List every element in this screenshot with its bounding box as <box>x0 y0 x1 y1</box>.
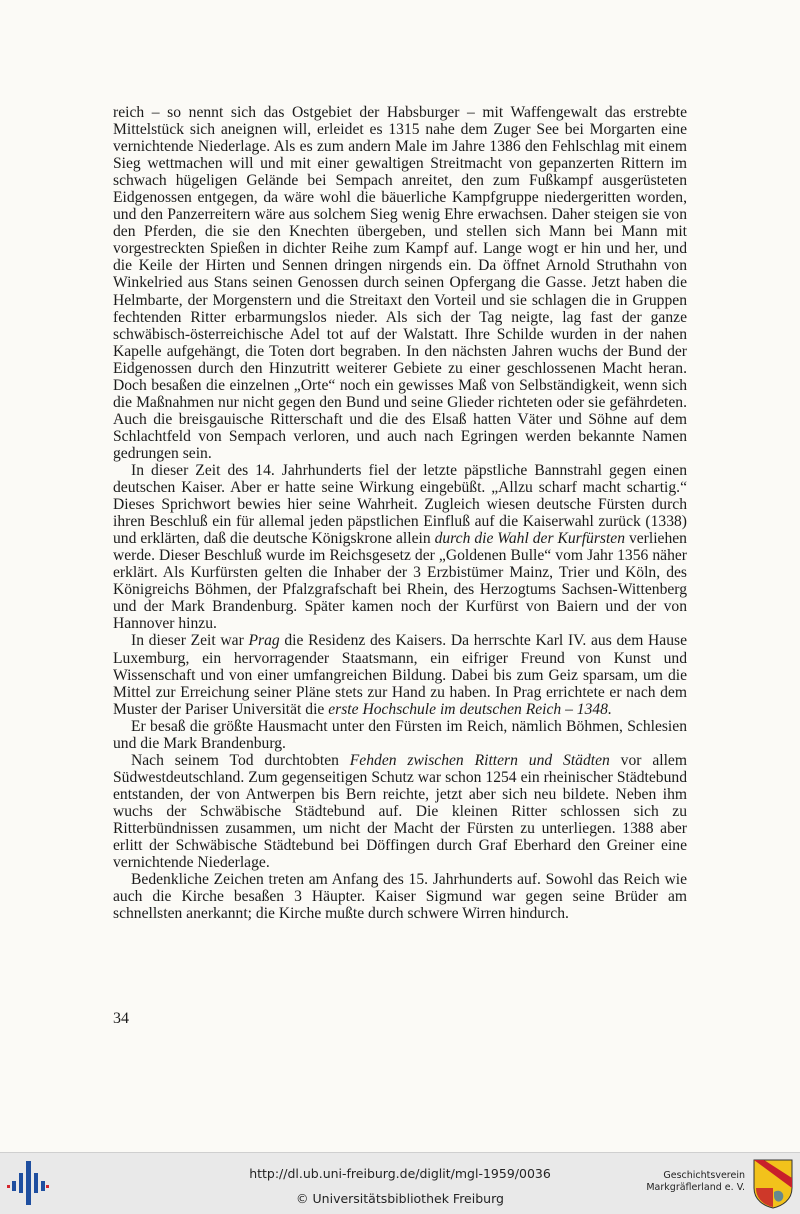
page-number: 34 <box>113 1010 129 1027</box>
society-line-2: Markgräflerland e. V. <box>646 1182 745 1193</box>
document-url-link[interactable]: http://dl.ub.uni-freiburg.de/diglit/mgl-1959/0036 <box>249 1166 551 1181</box>
paragraph-5: Nach seinem Tod durchtobten Fehden zwischen Rittern und Städten vor allem Südwestdeutschland. Zum gegenseitigen Schutz war schon 1254 ein rheinischer Städtebund entstanden, der von Antwerpen bis Bern reichte, jetzt aber sich neu bildete. Neben ihm wuchs der Schwäbische Städtebund auf. Die kleinen Ritter schlossen sich zu Ritterbündnissen zusammen, um nicht der Macht der Fürsten zu unterliegen. 1388 aber erlitt der Schwäbische Städtebund bei Döffingen durch Graf Eberhard den Greiner eine vernichtende Niederlage. <box>113 751 687 872</box>
italic-phrase: Prag <box>248 632 280 650</box>
copyright-notice: © Universitätsbibliothek Freiburg <box>296 1191 504 1206</box>
paragraph-3: In dieser Zeit war Prag die Residenz des Kaisers. Da herrschte Karl IV. aus dem Hause Luxemburg, ein hervorragender Staatsmann, ein eifriger Freund von Kunst und Wissenschaft und von einer umfangreichen Bildung. Dabei bis zum Geiz sparsam, um die Mittel zur Erreichung seiner Pläne stets zur Hand zu haben. In Prag errichtete er nach dem Muster der Pariser Universität die erste Hochschule im deutschen Reich – 1348. <box>113 632 687 718</box>
paragraph-2: In dieser Zeit des 14. Jahrhunderts fiel der letzte päpstliche Bannstrahl gegen einen deutschen Kaiser. Aber er hatte seine Wirkung eingebüßt. „Allzu scharf macht schartig.“ Dieses Sprichwort bewies hier seine Wahrheit. Zugleich wiesen deutsche Fürsten durch ihren Beschluß ein für allemal jeden päpstlichen Einfluß auf die Kaiserwahl zurück (1338) und erklärten, daß die deutsche Königskrone allein durch die Wahl der Kurfürsten verliehen werde. Dieser Beschluß wurde im Reichsgesetz der „Goldenen Bulle“ vom Jahr 1356 näher erklärt. Als Kurfürsten gelten die Inhaber der 3 Erzbistümer Mainz, Trier und Köln, des Königreichs Böhmen, der Pfalzgrafschaft bei Rhein, des Herzogtums Sachsen-Wittenberg und der Mark Brandenburg. Später kamen noch der Kurfürst von Baiern und der von Hannover hinzu. <box>113 461 687 633</box>
society-name <box>646 1170 745 1194</box>
italic-phrase: durch die Wahl der Kurfürsten <box>434 530 626 548</box>
paragraph-4: Er besaß die größte Hausmacht unter den Fürsten im Reich, nämlich Böhmen, Schlesien und die Mark Brandenburg. <box>113 717 687 752</box>
viewer-footer <box>0 1152 800 1214</box>
society-line-1: Geschichtsverein <box>663 1170 745 1181</box>
italic-phrase: Fehden zwischen Rittern und Städten <box>349 751 610 769</box>
body-text <box>113 104 687 922</box>
italic-phrase: erste Hochschule im deutschen Reich – 1348. <box>328 700 612 718</box>
paragraph-1: reich – so nennt sich das Ostgebiet der Habsburger – mit Waffengewalt das erstrebte Mittelstück sich aneignen will, erleidet es 1315 nahe dem Zuger See bei Morgarten eine vernichtende Niederlage. Als es zum andern Male im Jahre 1386 den Fehlschlag mit einem Sieg wettmachen will und mit einer gewaltigen Streitmacht von gepanzerten Rittern im schwach hügeligen Gelände bei Sempach anreitet, den zum Fußkampf ausgerüsteten Eidgenossen entgegen, da wäre wohl die bäuerliche Kampfgruppe niedergeritten worden, und den Panzerreitern wäre aus solchem Sieg wenig Ehre erwachsen. Daher steigen sie von den Pferden, die sie den Knechten übergeben, und stellen sich Mann bei Mann mit vorgestreckten Spießen in dichter Reihe zum Kampf auf. Lange wogt er hin und her, und die Keile der Hirten und Sennen dringen nirgends ein. Da öffnet Arnold Struthahn von Winkelried aus Stans seinen Genossen durch seinen Opfergang die Gasse. Jetzt haben die Helmbarte, der Morgenstern und die Streitaxt den Vorteil und sie schlagen die in Gruppen fechtenden Ritter erbarmungslos nieder. Als sich der Tag neigte, lag fast der ganze schwäbisch-österreichische Adel tot auf der Walstatt. Ihre Schilde wurden in der nahen Kapelle aufgehängt, die Toten dort begraben. In den nächsten Jahren wuchs der Bund der Eidgenossen durch den Hinzutritt weiterer Gebiete zu einer geschlossenen Macht heran. Doch besaßen die einzelnen „Orte“ noch ein gewisses Maß von Selbständigkeit, wenn sich die Maßnahmen nur nicht gegen den Bund und seine Glieder richteten oder sie gefährdeten. Auch die breisgauische Ritterschaft und die des Elsaß hatten Väter und Söhne auf dem Schlachtfeld von Sempach verloren, und auch nach Egringen werden bekannte Namen gedrungen sein. <box>113 104 687 462</box>
paragraph-6: Bedenkliche Zeichen treten am Anfang des 15. Jahrhunderts auf. Sowohl das Reich wie auch die Kirche besaßen 3 Häupter. Kaiser Sigmund war gegen seine Brüder am schnellsten anerkannt; die Kirche mußte durch schwere Wirren hindurch. <box>113 871 687 923</box>
markgraeflerland-crest-icon[interactable] <box>752 1158 794 1209</box>
